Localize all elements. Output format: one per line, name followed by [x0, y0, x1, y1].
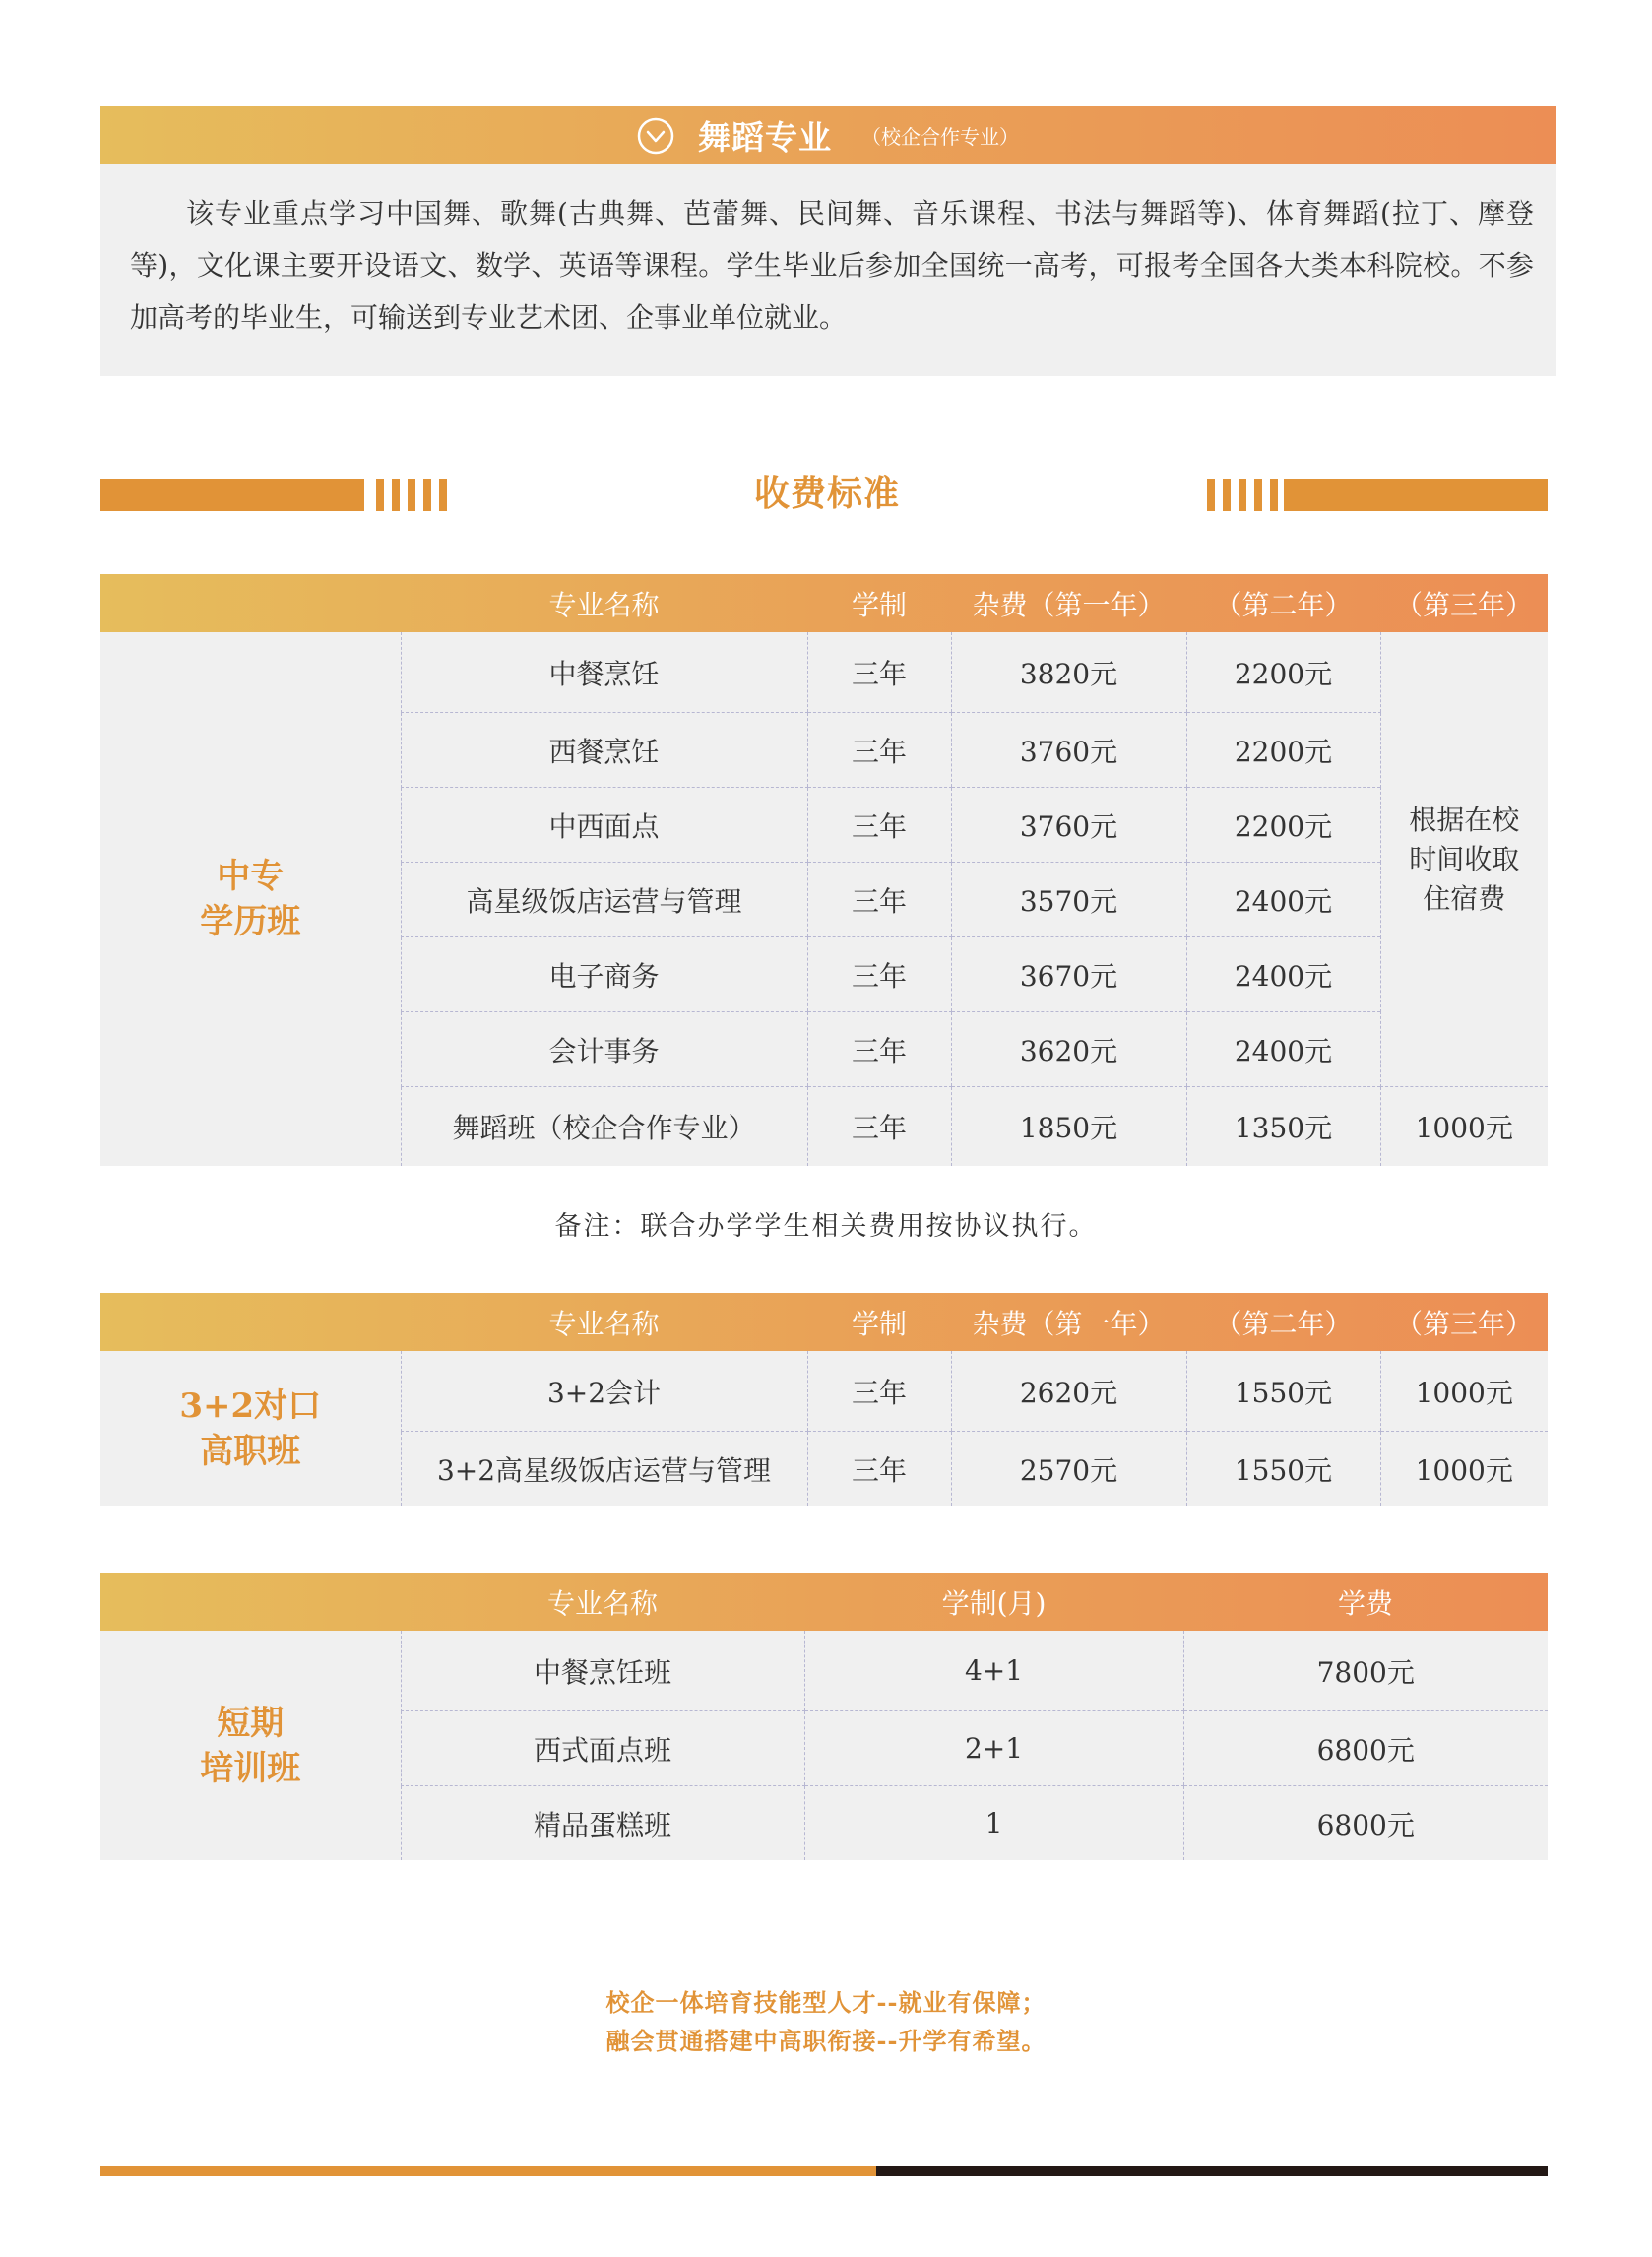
- header-cell: 专业名称: [548, 1307, 660, 1340]
- fee-year3-note: 时间收取: [1409, 842, 1520, 875]
- fee-year2: 2200元: [1186, 632, 1380, 713]
- chevron-circle-icon: [637, 117, 674, 155]
- duration: 三年: [807, 788, 951, 863]
- duration: 三年: [807, 937, 951, 1012]
- category-cell: [100, 1351, 401, 1506]
- category-label: 学历班: [200, 902, 301, 941]
- header-cell: 杂费（第一年）: [972, 1307, 1166, 1340]
- dance-description: 该专业重点学习中国舞、歌舞(古典舞、芭蕾舞、民间舞、音乐课程、书法与舞蹈等)、体育舞蹈(拉丁、摩登等)，文化课主要开设语文、数学、英语等课程。学生毕业后参加全国统一高考，可报考全国各大类本科院校。不参加高考的毕业生，可输送到专业艺术团、企事业单位就业。: [130, 197, 1534, 334]
- title-stripe: [392, 479, 400, 511]
- header-cell: 专业名称: [546, 1586, 658, 1620]
- header-cell: （第二年）: [1214, 588, 1353, 621]
- fee-year2: 2400元: [1186, 863, 1380, 937]
- dance-description-box: [100, 164, 1556, 376]
- category-label: 3+2对口: [179, 1386, 322, 1426]
- header-cell: （第三年）: [1394, 1307, 1533, 1340]
- title-stripe: [423, 479, 431, 511]
- footer-bar-orange: [100, 2166, 876, 2176]
- fee-year3-merged: [1380, 632, 1548, 1087]
- duration-months: 4+1: [804, 1631, 1183, 1711]
- fee-table-secondary: [100, 574, 1548, 1166]
- header-cell: [100, 1293, 401, 1351]
- title-stripe: [1254, 479, 1262, 511]
- slogan-line: 校企一体培育技能型人才--就业有保障；: [605, 1988, 1047, 2017]
- category-cell: [100, 632, 401, 1166]
- duration: 三年: [807, 1351, 951, 1432]
- table-header-row: [100, 1293, 1548, 1351]
- major-name: 高星级饭店运营与管理: [401, 863, 807, 937]
- fee-note: 备注：联合办学学生相关费用按协议执行。: [554, 1211, 1098, 1242]
- category-label: 高职班: [200, 1431, 301, 1471]
- tuition: 7800元: [1183, 1631, 1548, 1711]
- title-stripe: [439, 479, 447, 511]
- dance-subtitle: （校企合作专业）: [861, 125, 1019, 149]
- major-name: 3+2高星级饭店运营与管理: [401, 1432, 807, 1507]
- header-cell: 杂费（第一年）: [972, 588, 1166, 621]
- category-label: 短期: [217, 1703, 285, 1743]
- major-name: 会计事务: [401, 1012, 807, 1087]
- major-name: 电子商务: [401, 937, 807, 1012]
- duration: 三年: [807, 863, 951, 937]
- fee-year1: 1850元: [951, 1087, 1186, 1167]
- duration: 三年: [807, 1012, 951, 1087]
- title-stripe: [376, 479, 384, 511]
- fee-year2: 2400元: [1186, 1012, 1380, 1087]
- header-cell: 学制(月): [941, 1586, 1047, 1620]
- table-row: [100, 1631, 1548, 1711]
- fee-standard-title: 收费标准: [753, 473, 900, 514]
- duration: 三年: [807, 1087, 951, 1167]
- header-cell: [100, 574, 401, 632]
- fee-year1: 2620元: [951, 1351, 1186, 1432]
- duration: 三年: [807, 632, 951, 713]
- fee-year2: 2200元: [1186, 788, 1380, 863]
- header-cell: 学制: [851, 588, 907, 621]
- header-cell: （第三年）: [1394, 588, 1533, 621]
- major-name: 3+2会计: [401, 1351, 807, 1432]
- fee-year2: 2200元: [1186, 713, 1380, 788]
- title-stripe: [408, 479, 415, 511]
- major-name: 精品蛋糕班: [401, 1786, 804, 1861]
- fee-year3: 1000元: [1380, 1087, 1548, 1167]
- header-cell: 专业名称: [548, 588, 660, 621]
- fee-table-short-training: [100, 1573, 1548, 1860]
- major-name: 中餐烹饪: [401, 632, 807, 713]
- footer-bar-dark: [876, 2166, 1548, 2176]
- table-header-row: [100, 1573, 1548, 1631]
- major-name: 西餐烹饪: [401, 713, 807, 788]
- duration-months: 2+1: [804, 1711, 1183, 1786]
- fee-table-3plus2: [100, 1293, 1548, 1506]
- fee-year3: 1000元: [1380, 1432, 1548, 1507]
- major-name: 中餐烹饪班: [401, 1631, 804, 1711]
- table-header-row: [100, 574, 1548, 632]
- title-stripe: [1223, 479, 1231, 511]
- dance-title: 舞蹈专业: [698, 118, 832, 157]
- title-bar-left: [100, 479, 364, 511]
- fee-year1: 3760元: [951, 713, 1186, 788]
- category-label: 培训班: [200, 1748, 301, 1788]
- tuition: 6800元: [1183, 1786, 1548, 1861]
- duration: 三年: [807, 1432, 951, 1507]
- duration: 三年: [807, 713, 951, 788]
- fee-year1: 2570元: [951, 1432, 1186, 1507]
- category-cell: [100, 1631, 401, 1860]
- header-cell: （第二年）: [1214, 1307, 1353, 1340]
- fee-year2: 1550元: [1186, 1351, 1380, 1432]
- slogan-line: 融会贯通搭建中高职衔接--升学有希望。: [605, 2027, 1047, 2055]
- fee-year1: 3820元: [951, 632, 1186, 713]
- fee-year1: 3620元: [951, 1012, 1186, 1087]
- table-row: [100, 632, 1548, 713]
- category-label: 中专: [217, 857, 285, 896]
- duration-months: 1: [804, 1786, 1183, 1861]
- dance-section-header: [100, 106, 1556, 164]
- major-name: 中西面点: [401, 788, 807, 863]
- header-cell: 学制: [851, 1307, 907, 1340]
- fee-year1: 3670元: [951, 937, 1186, 1012]
- title-bar-right: [1284, 479, 1548, 511]
- slogan: [0, 1983, 1652, 2060]
- title-stripe: [1270, 479, 1278, 511]
- fee-year1: 3570元: [951, 863, 1186, 937]
- fee-year2: 1350元: [1186, 1087, 1380, 1167]
- title-stripe: [1239, 479, 1246, 511]
- fee-year2: 1550元: [1186, 1432, 1380, 1507]
- table-row: [100, 1351, 1548, 1432]
- fee-year2: 2400元: [1186, 937, 1380, 1012]
- tuition: 6800元: [1183, 1711, 1548, 1786]
- fee-year3: 1000元: [1380, 1351, 1548, 1432]
- header-cell: [100, 1573, 401, 1631]
- fee-year3-note: 根据在校: [1409, 803, 1520, 836]
- major-name: 舞蹈班（校企合作专业）: [401, 1087, 807, 1167]
- fee-year3-note: 住宿费: [1423, 881, 1506, 915]
- header-cell: 学费: [1337, 1586, 1393, 1620]
- major-name: 西式面点班: [401, 1711, 804, 1786]
- fee-year1: 3760元: [951, 788, 1186, 863]
- title-stripe: [1207, 479, 1215, 511]
